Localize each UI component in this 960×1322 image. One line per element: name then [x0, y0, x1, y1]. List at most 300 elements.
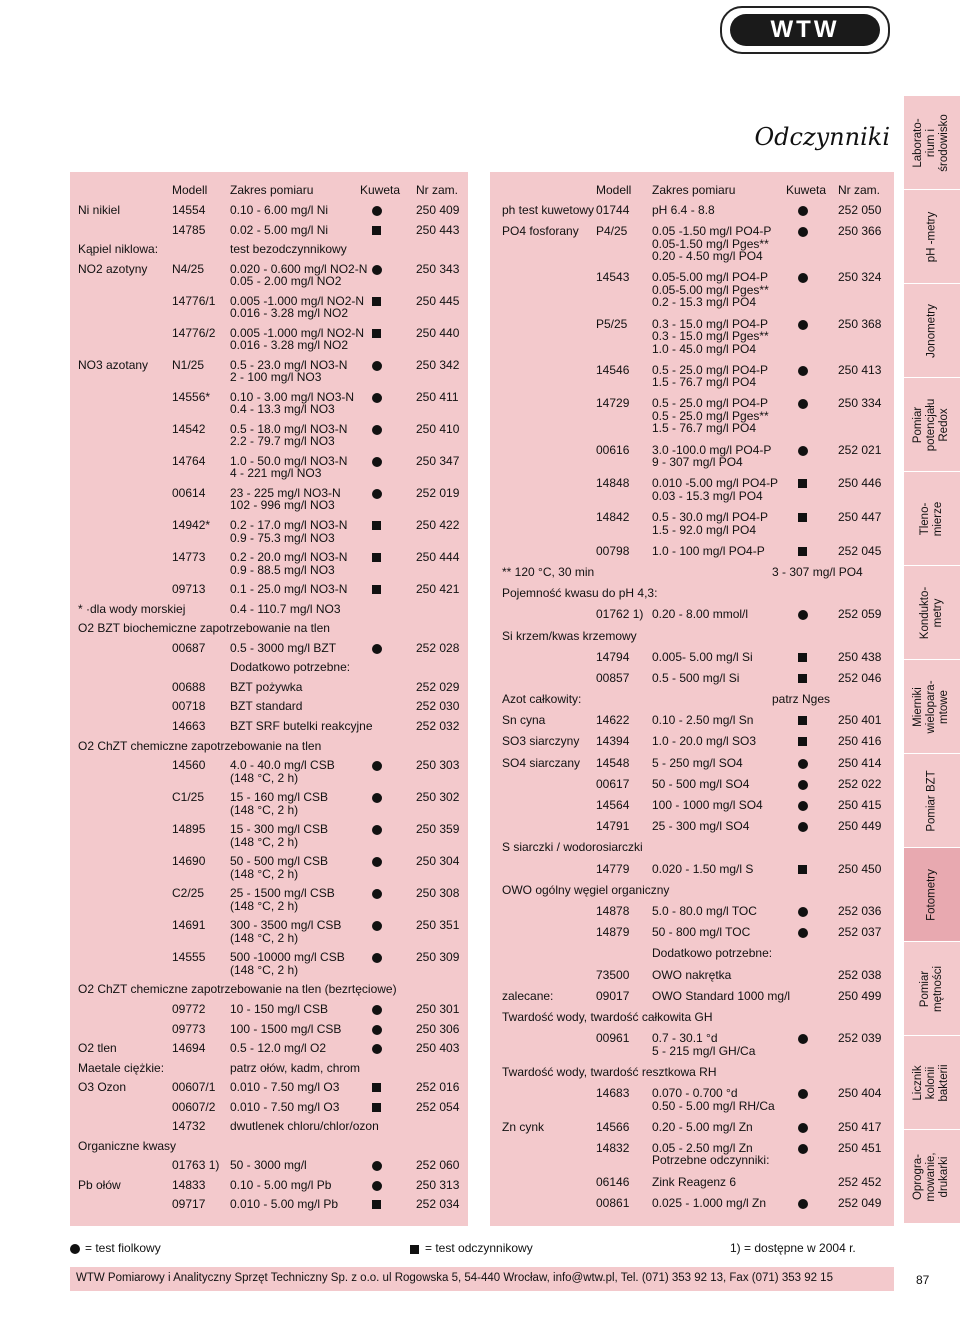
product-label: SO4 siarczany — [502, 755, 581, 770]
model-code: 06146 — [596, 1174, 630, 1189]
vial-test-dot-icon — [798, 1199, 808, 1209]
order-number: 250 413 — [838, 362, 882, 377]
logo-text: WTW — [730, 14, 880, 46]
measuring-range-alt: 0.05-1.50 mg/l Pges** — [652, 236, 769, 251]
measuring-range: 0.02 - 5.00 mg/l Ni — [230, 222, 329, 237]
vial-test-dot-icon — [798, 446, 808, 456]
product-label: Azot całkowity: — [502, 692, 582, 707]
measuring-range-alt: 0.03 - 15.3 mg/l PO4 — [652, 488, 763, 503]
vial-test-dot-icon — [798, 1144, 808, 1154]
vial-test-dot-icon — [372, 1044, 382, 1054]
tab-11[interactable] — [904, 1130, 960, 1223]
product-label: SO3 siarczyny — [502, 734, 580, 749]
product-label: ph test kuwetowy — [502, 203, 595, 217]
vial-test-dot-icon — [372, 761, 382, 771]
vial-test-dot-icon — [798, 1089, 808, 1099]
vial-test-dot-icon — [798, 366, 808, 376]
tab-3[interactable] — [904, 378, 960, 471]
vial-test-dot-icon — [372, 206, 382, 216]
measuring-range: 300 - 3500 mg/l CSB — [230, 918, 342, 933]
vial-test-dot-icon — [372, 793, 382, 803]
measuring-range: 0.020 - 0.600 mg/l NO2-N — [230, 261, 368, 276]
measuring-range: OWO Standard 1000 mg/l — [652, 988, 791, 1003]
tab-label: Oprogra- mowanie, drukarki — [912, 1151, 951, 1202]
measuring-range: 0.020 - 1.50 mg/l S — [652, 861, 754, 876]
vial-test-dot-icon — [372, 425, 382, 435]
model-code: 14542 — [172, 421, 206, 436]
measuring-range: patrz ołów, kadm, chrom — [230, 1060, 361, 1075]
vial-test-dot-icon — [372, 857, 382, 867]
product-label: Organiczne kwasy — [78, 1138, 177, 1153]
measuring-range: 500 -10000 mg/l CSB — [230, 950, 345, 965]
order-number: 252 452 — [838, 1174, 882, 1189]
reagent-test-square-icon — [372, 521, 381, 530]
measuring-range: 15 - 300 mg/l CSB — [230, 822, 329, 837]
model-code: C2/25 — [172, 886, 205, 901]
measuring-range: pH 6.4 - 8.8 — [652, 203, 715, 217]
order-number: 252 036 — [838, 904, 882, 918]
vial-test-dot-icon — [372, 921, 382, 931]
order-number: 250 401 — [838, 713, 882, 728]
model-code: 14546 — [596, 362, 630, 377]
model-code: 14690 — [172, 854, 206, 869]
measuring-range: 0.005 -1.000 mg/l NO2-N — [230, 325, 365, 340]
order-number: 252 028 — [416, 640, 460, 655]
tab-1[interactable] — [904, 190, 960, 283]
measuring-range: 0.5 - 23.0 mg/l NO3-N — [230, 357, 348, 372]
measuring-range: OWO nakrętka — [652, 967, 732, 982]
model-code: 14842 — [596, 510, 630, 525]
model-code: 14663 — [172, 718, 206, 733]
model-code: 14833 — [172, 1177, 206, 1192]
column-header-range: Zakres pomiaru — [230, 183, 314, 197]
measuring-range-alt: 0.05-5.00 mg/l Pges** — [652, 282, 769, 297]
vial-test-dot-icon — [798, 928, 808, 938]
vial-test-dot-icon — [372, 825, 382, 835]
reagent-test-square-icon — [372, 1200, 381, 1209]
column-header-cuvette: Kuweta — [786, 183, 827, 197]
measuring-range-alt: 2 - 100 mg/l NO3 — [230, 370, 322, 385]
measuring-range: 0.010 -5.00 mg/l PO4-P — [652, 476, 779, 491]
measuring-range: 0.5 - 18.0 mg/l NO3-N — [230, 421, 348, 436]
model-code: 14779 — [596, 861, 630, 876]
reagent-test-square-icon — [372, 553, 381, 562]
product-label: Maetale ciężkie: — [78, 1060, 165, 1075]
measuring-range: 100 - 1000 mg/l SO4 — [652, 798, 763, 813]
measuring-range-alt: 1.5 - 76.7 mg/l PO4 — [652, 421, 757, 436]
order-number: 250 404 — [838, 1086, 882, 1101]
order-number: 250 368 — [838, 316, 882, 331]
reagent-test-square-icon — [798, 513, 807, 522]
vial-test-dot-icon — [798, 822, 808, 832]
reagent-test-square-icon — [798, 716, 807, 725]
model-code: 14732 — [172, 1119, 206, 1134]
column-header-model: Modell — [596, 183, 632, 197]
order-number: 252 060 — [416, 1158, 460, 1173]
measuring-range: 0.005 -1.000 mg/l NO2-N — [230, 293, 365, 308]
order-number: 252 016 — [416, 1080, 460, 1095]
product-label: O2 BZT biochemiczne zapotrzebowanie na tlen — [78, 621, 330, 636]
vial-test-dot-icon — [372, 1025, 382, 1035]
model-code: 09017 — [596, 988, 630, 1003]
tab-label: pH -metry — [925, 211, 938, 262]
model-code: 14785 — [172, 222, 206, 237]
order-number: 252 019 — [416, 485, 460, 500]
footer: WTW Pomiarowy i Analityczny Sprzęt Techniczny Sp. z o.o. ul Rogowska 5, 54-440 Wrocław, info@wtw.pl, Tel. (071) 353 92 13, Fax (071) 353 92 15 — [70, 1267, 894, 1291]
order-number: 250 445 — [416, 293, 460, 308]
reagent-test-square-icon — [372, 226, 381, 235]
model-code: 01763 1) — [172, 1158, 220, 1173]
measuring-range: 1.0 - 20.0 mg/l SO3 — [652, 734, 757, 749]
measuring-range: 0.070 - 0.700 °d — [652, 1086, 738, 1101]
section-tabs — [904, 96, 960, 1224]
column-header-model: Modell — [172, 183, 208, 197]
model-code: 14848 — [596, 476, 630, 491]
order-number: 250 301 — [416, 1001, 460, 1016]
measuring-range: 3 - 307 mg/l PO4 — [772, 564, 863, 579]
model-code: 14560 — [172, 758, 206, 773]
tab-label: Pomiar potencjału Redox — [912, 398, 951, 451]
model-code: 14878 — [596, 904, 630, 918]
order-number: 252 032 — [416, 718, 460, 733]
measuring-range-alt: Potrzebne odczynniki: — [652, 1153, 770, 1168]
legend — [70, 1242, 894, 1258]
vial-test-dot-icon — [798, 1034, 808, 1044]
measuring-range: 0.1 - 25.0 mg/l NO3-N — [230, 582, 348, 597]
measuring-range: 0.4 - 110.7 mg/l NO3 — [230, 601, 341, 616]
order-number: 252 046 — [838, 670, 882, 685]
product-label: NO2 azotyny — [78, 261, 148, 276]
column-header-number: Nr zam. — [416, 183, 458, 197]
vial-test-dot-icon — [798, 227, 808, 237]
tab-5[interactable] — [904, 566, 960, 659]
product-label: Pb ołów — [78, 1177, 121, 1192]
tab-label: Jonometry — [925, 303, 938, 358]
order-number: 252 054 — [416, 1099, 460, 1114]
page-number: 87 — [916, 1273, 930, 1287]
measuring-range: 5.0 - 80.0 mg/l TOC — [652, 904, 757, 918]
product-label: Sn cyna — [502, 713, 546, 728]
vial-test-dot-icon — [798, 907, 808, 917]
vial-test-dot-icon — [372, 1005, 382, 1015]
legend-square-label: = test odczynnikowy — [425, 1241, 533, 1255]
measuring-range-alt: 0.4 - 13.3 mg/l NO3 — [230, 402, 335, 417]
order-number: 250 366 — [838, 224, 882, 239]
model-code: 00857 — [596, 670, 630, 685]
measuring-range: 0.10 - 2.50 mg/l Sn — [652, 713, 754, 728]
model-code: 14566 — [596, 1119, 630, 1134]
tab-0[interactable] — [904, 96, 960, 189]
model-code: 00688 — [172, 679, 206, 694]
model-code: N4/25 — [172, 261, 205, 276]
product-label: O3 Ozon — [78, 1080, 127, 1095]
order-number: 250 304 — [416, 854, 460, 869]
model-code: 14794 — [596, 649, 630, 664]
reagent-test-square-icon — [410, 1245, 419, 1254]
tab-4[interactable] — [904, 472, 960, 565]
order-number: 250 343 — [416, 261, 460, 276]
order-number: 252 029 — [416, 679, 460, 694]
measuring-range-alt: (148 °C, 2 h) — [230, 898, 299, 913]
order-number: 250 334 — [838, 396, 882, 411]
product-label: Twardość wody, twardość resztkowa RH — [502, 1064, 717, 1079]
product-label: S siarczki / wodorosiarczki — [502, 840, 643, 855]
model-code: 00798 — [596, 543, 630, 558]
model-code: 00617 — [596, 776, 630, 791]
model-code: 14556* — [172, 389, 211, 404]
product-label: zalecane: — [502, 988, 554, 1003]
order-number: 250 450 — [838, 861, 882, 876]
order-number: 252 037 — [838, 925, 882, 940]
measuring-range: BZT pożywka — [230, 679, 303, 694]
order-number: 250 303 — [416, 758, 460, 773]
wtw-logo — [720, 6, 890, 54]
order-number: 250 306 — [416, 1021, 460, 1036]
model-code: 00616 — [596, 442, 630, 457]
measuring-range: BZT SRF butelki reakcyjne — [230, 718, 373, 733]
measuring-range: 0.2 - 17.0 mg/l NO3-N — [230, 518, 348, 533]
order-number: 250 351 — [416, 918, 460, 933]
order-number: 250 342 — [416, 357, 460, 372]
measuring-range-alt: 0.016 - 3.28 mg/l NO2 — [230, 306, 349, 321]
model-code: 00607/2 — [172, 1099, 216, 1114]
column-header-number: Nr zam. — [838, 183, 880, 197]
vial-test-dot-icon — [372, 265, 382, 275]
vial-test-dot-icon — [372, 457, 382, 467]
tab-2[interactable] — [904, 284, 960, 377]
measuring-range: 25 - 300 mg/l SO4 — [652, 819, 750, 834]
measuring-range: 50 - 500 mg/l CSB — [230, 854, 329, 869]
vial-test-dot-icon — [798, 759, 808, 769]
vial-test-dot-icon — [372, 1181, 382, 1191]
tab-label: Licznik kolonii bakterii — [912, 1063, 951, 1102]
product-label: Ni nikiel — [78, 203, 121, 217]
model-code: 14394 — [596, 734, 630, 749]
vial-test-dot-icon — [798, 399, 808, 409]
reagent-test-square-icon — [372, 1083, 381, 1092]
tab-6[interactable] — [904, 660, 960, 753]
measuring-range: 0.5 - 25.0 mg/l PO4-P — [652, 396, 769, 411]
measuring-range: 0.20 - 8.00 mmol/l — [652, 607, 749, 622]
tab-label: Mierniki wielopara- mtowe — [912, 679, 951, 734]
order-number: 250 422 — [416, 518, 460, 533]
measuring-range: 0.10 - 3.00 mg/l NO3-N — [230, 389, 355, 404]
model-code: N1/25 — [172, 357, 205, 372]
order-number: 252 059 — [838, 607, 882, 622]
page-title: Odczynniki — [754, 123, 890, 151]
order-number: 252 022 — [838, 776, 882, 791]
order-number: 250 411 — [416, 389, 459, 404]
order-number: 252 045 — [838, 543, 882, 558]
order-number: 250 421 — [416, 582, 460, 597]
measuring-range-alt: 0.3 - 15.0 mg/l Pges** — [652, 329, 769, 344]
model-code: 09713 — [172, 582, 206, 597]
measuring-range: 5 - 250 mg/l SO4 — [652, 755, 743, 770]
model-code: 14548 — [596, 755, 630, 770]
order-number: 250 446 — [838, 476, 882, 491]
measuring-range-alt: 0.016 - 3.28 mg/l NO2 — [230, 338, 349, 353]
order-number: 250 347 — [416, 453, 460, 468]
measuring-range-alt: (148 °C, 2 h) — [230, 930, 299, 945]
order-number: 250 302 — [416, 790, 460, 805]
measuring-range: 10 - 150 mg/l CSB — [230, 1001, 329, 1016]
measuring-range-alt: 2.2 - 79.7 mg/l NO3 — [230, 434, 335, 449]
measuring-range: 0.005- 5.00 mg/l Si — [652, 649, 753, 664]
measuring-range: 0.5 - 3000 mg/l BZT — [230, 640, 337, 655]
measuring-range: 0.10 - 6.00 mg/l Ni — [230, 203, 329, 217]
order-number: 250 308 — [416, 886, 460, 901]
vial-test-dot-icon — [798, 1123, 808, 1133]
order-number: 250 443 — [416, 222, 460, 237]
tab-label: Pomiar mętności — [918, 965, 944, 1012]
measuring-range: 0.7 - 30.1 °d — [652, 1031, 718, 1046]
measuring-range: 0.025 - 1.000 mg/l Zn — [652, 1195, 767, 1210]
measuring-range: 0.05 - 2.50 mg/l Zn — [652, 1140, 753, 1155]
order-number: 250 403 — [416, 1041, 460, 1056]
order-number: 250 451 — [838, 1140, 882, 1155]
measuring-range-alt: 0.5 - 25.0 mg/l Pges** — [652, 408, 769, 423]
product-label: Kąpiel niklowa: — [78, 242, 159, 257]
measuring-range-alt: 1.5 - 76.7 mg/l PO4 — [652, 375, 757, 390]
measuring-range: 0.010 - 7.50 mg/l O3 — [230, 1080, 340, 1095]
tab-9[interactable] — [904, 942, 960, 1035]
product-label: O2 ChZT chemiczne zapotrzebowanie na tlen — [78, 738, 322, 753]
order-number: 250 309 — [416, 950, 460, 965]
order-number: 250 438 — [838, 649, 882, 664]
model-code: 14554 — [172, 203, 206, 217]
measuring-range: 0.20 - 5.00 mg/l Zn — [652, 1119, 753, 1134]
measuring-range: 0.5 - 30.0 mg/l PO4-P — [652, 510, 769, 525]
vial-test-dot-icon — [372, 393, 382, 403]
tab-7[interactable] — [904, 754, 960, 847]
tab-8[interactable] — [904, 848, 960, 941]
measuring-range: 0.10 - 5.00 mg/l Pb — [230, 1177, 332, 1192]
measuring-range: Dodatkowo potrzebne: — [652, 946, 773, 961]
measuring-range: 50 - 800 mg/l TOC — [652, 925, 751, 940]
measuring-range-alt: 0.2 - 15.3 mg/l PO4 — [652, 295, 757, 310]
measuring-range: test bezodczynnikowy — [230, 242, 347, 257]
measuring-range: 50 - 3000 mg/l — [230, 1158, 307, 1173]
vial-test-dot-icon — [372, 644, 382, 654]
model-code: 00718 — [172, 699, 206, 714]
reagent-test-square-icon — [372, 329, 381, 338]
measuring-range-alt: 4 - 221 mg/l NO3 — [230, 466, 322, 481]
model-code: 14895 — [172, 822, 206, 837]
model-code: 01762 1) — [596, 607, 644, 622]
product-label: Twardość wody, twardość całkowita GH — [502, 1009, 713, 1024]
order-number: 250 417 — [838, 1119, 882, 1134]
product-label: Si krzem/kwas krzemowy — [502, 628, 637, 643]
model-code: 14879 — [596, 925, 630, 940]
product-label: Pojemność kwasu do pH 4,3: — [502, 586, 658, 601]
reagent-test-square-icon — [798, 865, 807, 874]
model-code: 14942* — [172, 518, 211, 533]
model-code: 14691 — [172, 918, 206, 933]
model-code: 00614 — [172, 485, 206, 500]
model-code: 14773 — [172, 550, 206, 565]
measuring-range: 100 - 1500 mg/l CSB — [230, 1021, 342, 1036]
reagent-test-square-icon — [798, 674, 807, 683]
model-code: 00961 — [596, 1031, 630, 1046]
order-number: 252 049 — [838, 1195, 882, 1210]
vial-test-dot-icon — [798, 780, 808, 790]
tab-label: Laborato- rium i środowisko — [912, 113, 951, 172]
measuring-range-alt: (148 °C, 2 h) — [230, 770, 299, 785]
product-label: PO4 fosforany — [502, 224, 579, 239]
measuring-range: 1.0 - 50.0 mg/l NO3-N — [230, 453, 348, 468]
measuring-range-alt: 1.5 - 92.0 mg/l PO4 — [652, 522, 757, 537]
vial-test-dot-icon — [798, 206, 808, 216]
model-code: 14543 — [596, 270, 630, 285]
measuring-range-alt: 0.20 - 4.50 mg/l PO4 — [652, 249, 763, 264]
order-number: 250 414 — [838, 755, 882, 770]
order-number: 252 030 — [416, 699, 460, 714]
vial-test-dot-icon — [798, 801, 808, 811]
vial-test-dot-icon — [372, 361, 382, 371]
product-label: * ·dla wody morskiej — [78, 601, 186, 616]
legend-dot-label: = test fiolkowy — [85, 1241, 161, 1255]
order-number: 252 034 — [416, 1197, 460, 1212]
model-code: 14564 — [596, 798, 630, 813]
measuring-range: BZT standard — [230, 699, 303, 714]
measuring-range-alt: 0.05 - 2.00 mg/l NO2 — [230, 274, 342, 289]
model-code: 00687 — [172, 640, 206, 655]
measuring-range: 0.5 - 500 mg/l Si — [652, 670, 740, 685]
measuring-range: Dodatkowo potrzebne: — [230, 660, 351, 675]
tab-10[interactable] — [904, 1036, 960, 1129]
order-number: 250 415 — [838, 798, 882, 813]
order-number: 252 021 — [838, 442, 882, 457]
product-label: O2 tlen — [78, 1041, 117, 1056]
model-code: C1/25 — [172, 790, 205, 805]
measuring-range: 0.05-5.00 mg/l PO4-P — [652, 270, 769, 285]
reagent-test-square-icon — [798, 479, 807, 488]
order-number: 252 038 — [838, 967, 882, 982]
measuring-range-alt: 0.50 - 5.00 mg/l RH/Ca — [652, 1098, 775, 1113]
column-header-range: Zakres pomiaru — [652, 183, 736, 197]
measuring-range-alt: (148 °C, 2 h) — [230, 834, 299, 849]
order-number: 250 324 — [838, 270, 882, 285]
right-table — [490, 172, 894, 1226]
model-code: 09772 — [172, 1001, 206, 1016]
product-label: NO3 azotany — [78, 357, 149, 372]
measuring-range: 3.0 -100.0 mg/l PO4-P — [652, 442, 772, 457]
vial-test-dot-icon — [372, 953, 382, 963]
measuring-range: 0.5 - 25.0 mg/l PO4-P — [652, 362, 769, 377]
measuring-range: 0.5 - 12.0 mg/l O2 — [230, 1041, 327, 1056]
measuring-range: 15 - 160 mg/l CSB — [230, 790, 329, 805]
order-number: 250 444 — [416, 550, 460, 565]
model-code: 00607/1 — [172, 1080, 216, 1095]
measuring-range-alt: 9 - 307 mg/l PO4 — [652, 455, 743, 470]
reagent-test-square-icon — [798, 547, 807, 556]
model-code: 14694 — [172, 1041, 206, 1056]
measuring-range: 0.010 - 7.50 mg/l O3 — [230, 1099, 340, 1114]
tab-label: Fotometry — [925, 868, 938, 921]
reagent-test-square-icon — [372, 1103, 381, 1112]
vial-test-dot-icon — [70, 1244, 80, 1254]
vial-test-dot-icon — [372, 1161, 382, 1171]
measuring-range-alt: 102 - 996 mg/l NO3 — [230, 498, 335, 513]
measuring-range-alt: (148 °C, 2 h) — [230, 866, 299, 881]
measuring-range-alt: 1.0 - 45.0 mg/l PO4 — [652, 341, 757, 356]
model-code: 14683 — [596, 1086, 630, 1101]
product-label: ** 120 °C, 30 min — [502, 564, 595, 579]
measuring-range: patrz Nges — [772, 692, 831, 707]
reagent-test-square-icon — [372, 585, 381, 594]
measuring-range: dwutlenek chloru/chlor/ozon — [230, 1119, 379, 1134]
model-code: 14729 — [596, 396, 630, 411]
